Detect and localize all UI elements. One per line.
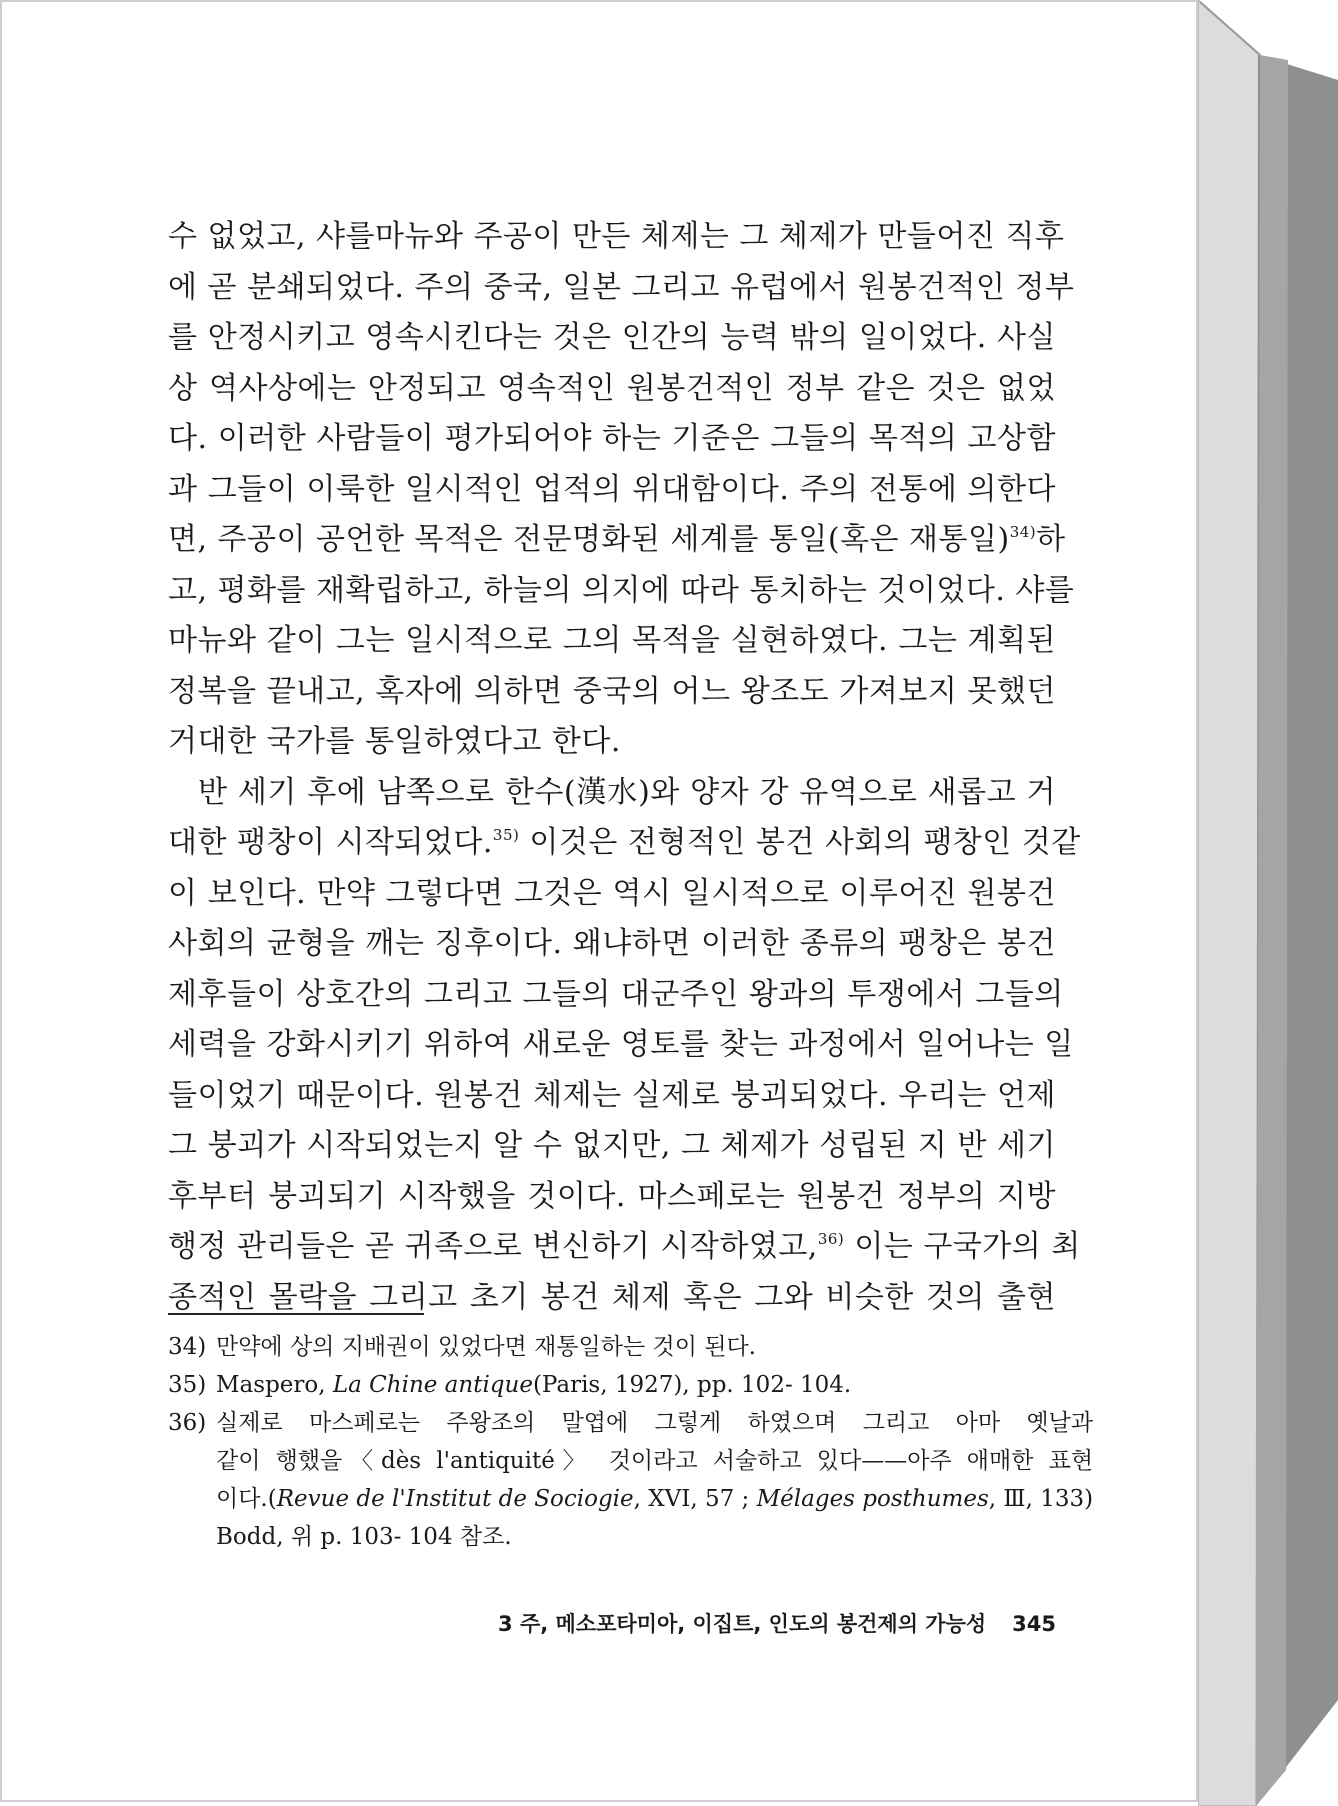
book-title: La Chine antique bbox=[332, 1372, 533, 1398]
text-run: (Paris, 1927), pp. 102- 104. bbox=[532, 1372, 852, 1398]
footnote-number: 36) bbox=[168, 1410, 207, 1436]
footnote-ref-34[interactable]: 34) bbox=[1009, 523, 1037, 541]
text-line: 후부터 붕괴되기 시작했을 것이다. 마스페로는 원봉건 정부의 지방 bbox=[168, 1178, 1056, 1214]
footnote-divider bbox=[168, 1313, 424, 1315]
book-title: Mélages posthumes bbox=[756, 1486, 989, 1512]
text-line: 과 그들이 이룩한 일시적인 업적의 위대함이다. 주의 전통에 의한다 bbox=[168, 471, 1056, 507]
text-line bbox=[168, 1222, 1081, 1273]
footnote-line: 같이 행했을〈dès l'antiquité〉 것이라고 서술하고 있다——아주 애매한 표현 bbox=[216, 1448, 1094, 1474]
footnote-ref-36[interactable]: 36) bbox=[817, 1230, 845, 1248]
footnote-number: 34) bbox=[168, 1334, 207, 1360]
text-line: 를 안정시키고 영속시킨다는 것은 인간의 능력 밖의 일이었다. 사실 bbox=[168, 320, 1056, 355]
footnote-line: Bodd, 위 p. 103- 104 참조. bbox=[216, 1524, 512, 1550]
text-line: 정복을 끝내고, 혹자에 의하면 중국의 어느 왕조도 가져보지 못했던 bbox=[168, 673, 1056, 709]
text-run: 행정 관리들은 곧 귀족으로 변신하기 시작하였고, bbox=[168, 1229, 818, 1264]
text-run: 면, 주공이 공언한 목적은 전문명화된 세계를 통일(혹은 재통일) bbox=[168, 522, 1010, 557]
text-line: 거대한 국가를 통일하였다고 한다. bbox=[168, 724, 621, 759]
text-line: 이 보인다. 만약 그렇다면 그것은 역시 일시적으로 이루어진 원봉건 bbox=[168, 875, 1056, 911]
text-run: 이다.( bbox=[216, 1486, 277, 1512]
footnote-text bbox=[216, 1366, 1056, 1404]
footnote-34 bbox=[168, 1328, 1056, 1366]
text-line: 그 붕괴가 시작되었는지 알 수 없지만, 그 체제가 성립된 지 반 세기 bbox=[168, 1128, 1056, 1163]
text-line: 종적인 몰락을 그리고 초기 봉건 체제 혹은 그와 비슷한 것의 출현 bbox=[168, 1279, 1056, 1315]
running-footer bbox=[168, 1608, 1056, 1638]
text-line bbox=[168, 818, 1081, 869]
text-line: 마뉴와 같이 그는 일시적으로 그의 목적을 실현하였다. 그는 계획된 bbox=[168, 623, 1056, 658]
page-number: 345 bbox=[1012, 1612, 1056, 1636]
body-text bbox=[168, 212, 1081, 1323]
footnote-text: 만약에 상의 지배권이 있었다면 재통일하는 것이 된다. bbox=[216, 1334, 756, 1360]
text-line bbox=[168, 515, 1066, 566]
text-line: 에 곧 분쇄되었다. 주의 중국, 일본 그리고 유럽에서 원봉건적인 정부 bbox=[168, 269, 1075, 305]
text-line: 반 세기 후에 남쪽으로 한수(漢水)와 양자 강 유역으로 새롭고 거 bbox=[198, 774, 1056, 810]
footnote-number: 35) bbox=[168, 1372, 207, 1398]
text-run: 이것은 전형적인 봉건 사회의 팽창인 것같 bbox=[519, 825, 1081, 860]
footnotes bbox=[168, 1328, 1094, 1556]
text-run: Maspero, bbox=[216, 1372, 333, 1398]
text-run: 하 bbox=[1036, 522, 1066, 557]
text-line: 사회의 균형을 깨는 징후이다. 왜냐하면 이러한 종류의 팽창은 봉건 bbox=[168, 926, 1056, 961]
footnote-ref-35[interactable]: 35) bbox=[492, 826, 520, 844]
text-line: 세력을 강화시키기 위하여 새로운 영토를 찾는 과정에서 일어나는 일 bbox=[168, 1027, 1074, 1062]
footnote-36 bbox=[168, 1404, 1094, 1556]
text-run: , XVI, 57 ; bbox=[633, 1486, 757, 1512]
text-run: , Ⅲ, 133) bbox=[988, 1486, 1094, 1512]
footnote-35 bbox=[168, 1366, 1056, 1404]
text-line: 들이었기 때문이다. 원봉건 체제는 실제로 붕괴되었다. 우리는 언제 bbox=[168, 1077, 1056, 1113]
text-line: 상 역사상에는 안정되고 영속적인 원봉건적인 정부 같은 것은 없었 bbox=[168, 370, 1056, 406]
text-line: 제후들이 상호간의 그리고 그들의 대군주인 왕과의 투쟁에서 그들의 bbox=[168, 976, 1064, 1012]
chapter-title: 3 주, 메소포타미아, 이집트, 인도의 봉건제의 가능성 bbox=[498, 1612, 987, 1636]
footnote-text bbox=[216, 1404, 1093, 1556]
text-line: 다. 이러한 사람들이 평가되어야 하는 기준은 그들의 목적의 고상함 bbox=[168, 421, 1056, 456]
book-edge bbox=[1198, 0, 1338, 1806]
footnote-line bbox=[216, 1480, 1093, 1518]
text-line: 고, 평화를 재확립하고, 하늘의 의지에 따라 통치하는 것이었다. 샤를 bbox=[168, 572, 1075, 608]
text-line: 수 없었고, 샤를마뉴와 주공이 만든 체제는 그 체제가 만들어진 직후 bbox=[168, 219, 1065, 254]
footnote-line: 실제로 마스페로는 주왕조의 말엽에 그렇게 하였으며 그리고 아마 옛날과 bbox=[216, 1410, 1094, 1436]
text-run: 대한 팽창이 시작되었다. bbox=[168, 825, 493, 860]
journal-title: Revue de l'Institut de Sociogie bbox=[276, 1486, 634, 1512]
text-run: 이는 구국가의 최 bbox=[844, 1229, 1081, 1264]
